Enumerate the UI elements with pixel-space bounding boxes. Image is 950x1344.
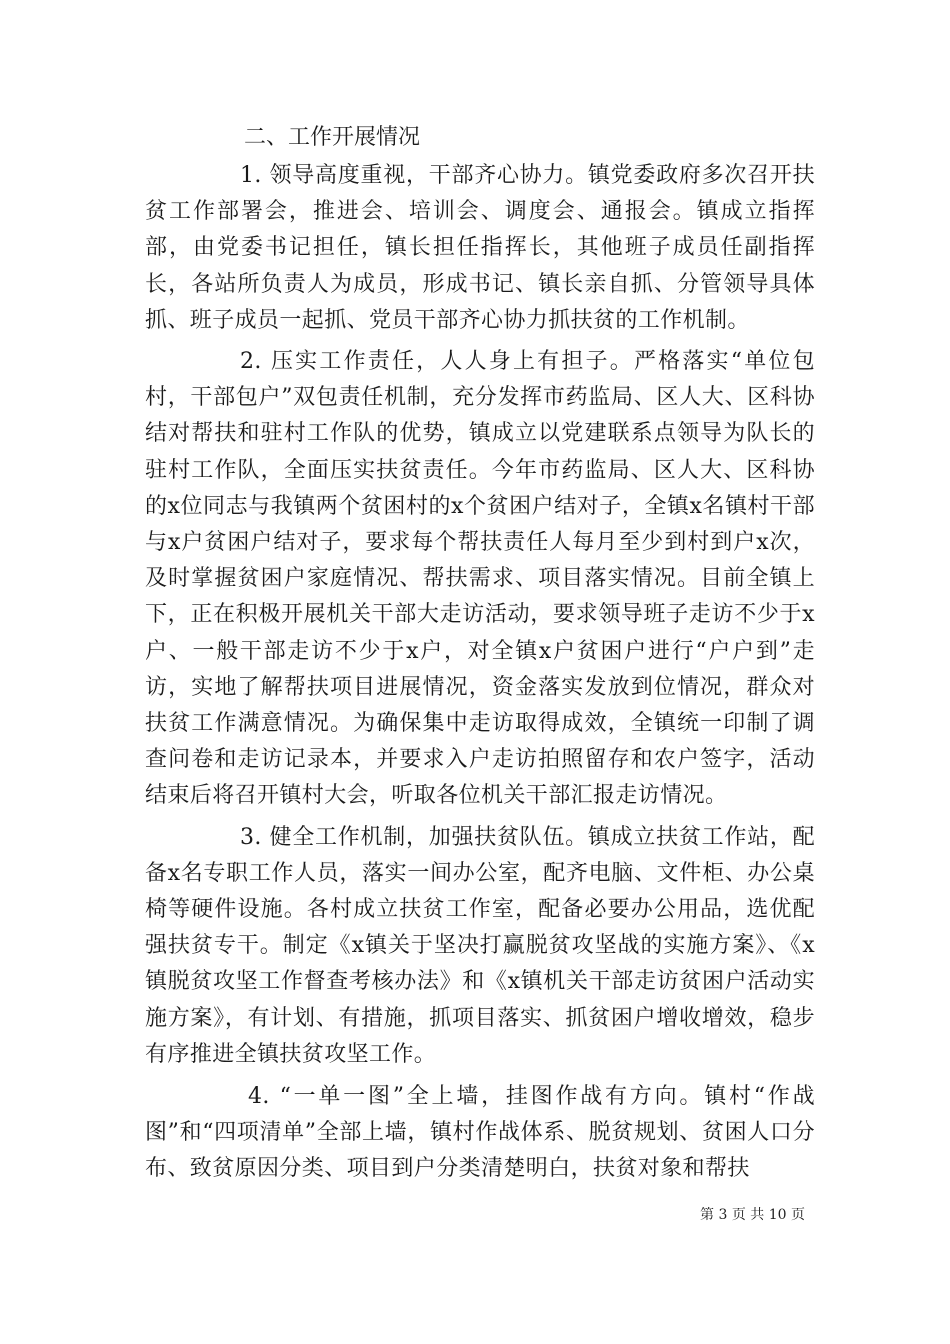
paragraph-2: 2. 压实工作责任，人人身上有担子。严格落实“单位包村，干部包户”双包责任机制，充分发挥市药监局、区人大、区科协结对帮扶和驻村工作队的优势，镇成立以党建联系点领导为队长的驻村工作队，全面压实扶贫责任。今年市药监局、区人大、区科协的x位同志与我镇两个贫困村的x个贫困户结对子，全镇x名镇村干部与x户贫困户结对子，要求每个帮扶责任人每月至少到村到户x次，及时掌握贫困户家庭情况、帮扶需求、项目落实情况。目前全镇上下，正在积极开展机关干部大走访活动，要求领导班子走访不少于x户、一般干部走访不少于x户，对全镇x户贫困户进行“户户到”走访，实地了解帮扶项目进展情况，资金落实发放到位情况，群众对扶贫工作满意情况。为确保集中走访取得成效，全镇统一印制了调查问卷和走访记录本，并要求入户走访拍照留存和农户签字，活动结束后将召开镇村大会，听取各位机关干部汇报走访情况。 — [145, 349, 815, 809]
page-number: 第 3 页 共 10 页 — [700, 1207, 805, 1223]
paragraph-4: 4. “一单一图”全上墙，挂图作战有方向。镇村“作战图”和“四项清单”全部上墙，镇村作战体系、脱贫规划、贫困人口分布、致贫原因分类、项目到户分类清楚明白，扶贫对象和帮扶 — [145, 1084, 815, 1182]
paragraph-3: 3. 健全工作机制，加强扶贫队伍。镇成立扶贫工作站，配备x名专职工作人员，落实一间办公室，配齐电脑、文件柜、办公桌椅等硬件设施。各村成立扶贫工作室，配备必要办公用品，选优配强扶贫专干。制定《x镇关于坚决打赢脱贫攻坚战的实施方案》、《x镇脱贫攻坚工作督查考核办法》和《x镇机关干部走访贫困户活动实施方案》，有计划、有措施，抓项目落实、抓贫困户增收增效，稳步有序推进全镇扶贫攻坚工作。 — [145, 824, 815, 1067]
paragraph-1: 1. 领导高度重视，干部齐心协力。镇党委政府多次召开扶贫工作部署会，推进会、培训会、调度会、通报会。镇成立指挥部，由党委书记担任，镇长担任指挥长，其他班子成员任副指挥长，各站所负责人为成员，形成书记、镇长亲自抓、分管领导具体抓、班子成员一起抓、党员干部齐心协力抓扶贫的工作机制。 — [145, 163, 815, 333]
section-heading: 二、工作开展情况 — [244, 125, 421, 150]
document-body — [145, 118, 815, 1193]
